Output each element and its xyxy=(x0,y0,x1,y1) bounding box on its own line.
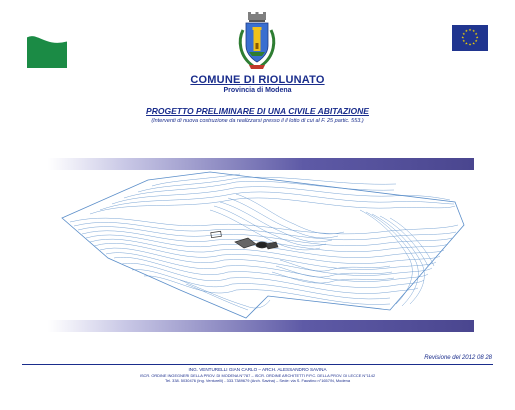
svg-text:★: ★ xyxy=(464,41,468,46)
project-header xyxy=(0,106,515,124)
footer-authors: ING. VENTURELLI GIAN CARLO – ARCH. ALESSANDRO SAVINA xyxy=(188,367,327,372)
terrain-contour-map xyxy=(60,170,465,320)
svg-text:★: ★ xyxy=(475,35,479,40)
regional-flag-logo xyxy=(27,28,67,68)
footer-divider xyxy=(22,364,493,365)
svg-text:★: ★ xyxy=(474,31,478,36)
footer-registrations: ISCR. ORDINE INGEGNERI DELLA PROV. DI MODENA N°787 – ISCR. ORDINE ARCHITETTI P.P.C. DELLA PROV. DI LECCE N°1142 xyxy=(139,373,376,378)
decorative-band-bottom xyxy=(48,320,474,332)
svg-text:★: ★ xyxy=(462,31,466,36)
svg-text:★: ★ xyxy=(461,35,465,40)
revision-date: Revisione del 2012 08 28 xyxy=(424,355,492,361)
decorative-band-top xyxy=(48,158,474,170)
municipality-header xyxy=(0,74,515,94)
svg-text:★: ★ xyxy=(464,29,468,34)
footer-contacts: Tel. 338. 5030476 (Ing. Venturelli) - 333.7389679 (Arch. Savina) – Sede: via S. Faustino n°1657/N, Modena xyxy=(165,378,350,384)
svg-text:★: ★ xyxy=(474,39,478,43)
municipal-coat-of-arms xyxy=(235,12,279,74)
eu-flag xyxy=(452,25,488,51)
svg-text:★: ★ xyxy=(462,39,466,43)
project-subtitle: (Interventi di nuova costruzione da realizzarsi presso il il lotto di cui al F. 25 partic. 553.) xyxy=(151,118,364,124)
footer xyxy=(0,367,515,384)
svg-text:★: ★ xyxy=(468,42,472,47)
svg-text:★: ★ xyxy=(468,28,472,33)
project-title: PROGETTO PRELIMINARE DI UNA CIVILE ABITAZIONE xyxy=(146,106,369,116)
svg-text:★: ★ xyxy=(472,29,476,34)
province-name: Provincia di Modena xyxy=(223,87,292,94)
municipality-name: COMUNE DI RIOLUNATO xyxy=(190,74,325,86)
svg-text:★: ★ xyxy=(472,41,476,46)
